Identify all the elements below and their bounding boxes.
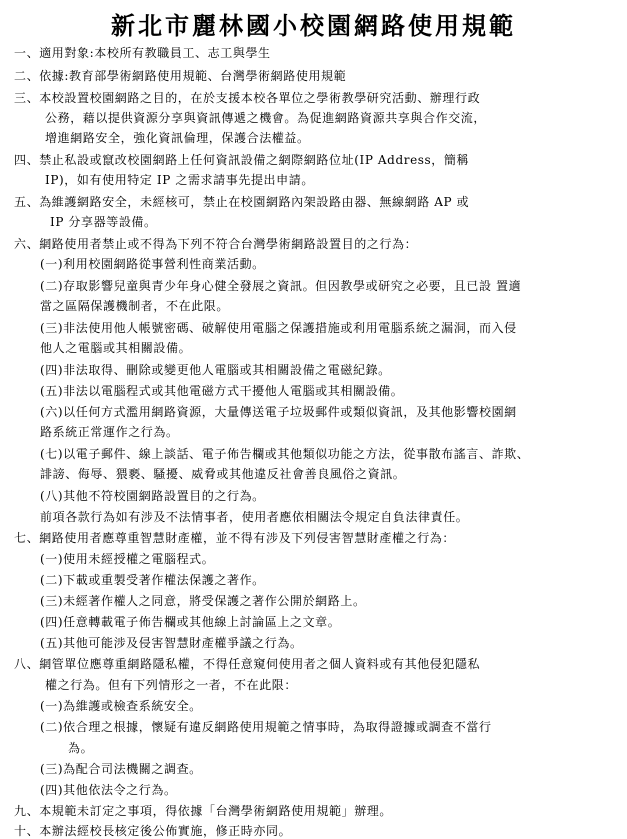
section-6-item-2-cont: 當之區隔保護機制者，不在此限。: [40, 299, 230, 313]
section-4-ip: 四、禁止私設或竄改校園網路上任何資訊設備之網際網路位址(IP Address，簡稱: [14, 153, 470, 167]
section-6-item-3-cont: 他人之電腦或其相關設備。: [40, 341, 192, 355]
section-5-devices-cont: IP 分享器等設備。: [50, 215, 157, 229]
section-6-item-6: (六)以任何方式濫用網路資源，大量傳送電子垃圾郵件或類似資訊，及其他影響校園網: [40, 405, 517, 419]
section-9-other: 九、本規範未訂定之事項，得依據「台灣學術網路使用規範」辦理。: [14, 804, 393, 818]
section-1-scope: 一、適用對象:本校所有教職員工、志工與學生: [14, 46, 271, 60]
section-8-privacy-cont: 權之行為。但有下列情形之一者，不在此限：: [45, 678, 298, 692]
section-7-ip-rights: 七、網路使用者應尊重智慧財產權，並不得有涉及下列侵害智慧財產權之行為：: [14, 531, 456, 545]
section-8-item-3: (三)為配合司法機關之調查。: [40, 762, 202, 776]
section-6-item-5: (五)非法以電腦程式或其他電磁方式干擾他人電腦或其相關設備。: [40, 384, 404, 398]
section-6-item-4: (四)非法取得、刪除或變更他人電腦或其相關設備之電磁紀錄。: [40, 363, 391, 377]
section-3-purpose-cont: 增進網路安全，強化資訊倫理，保護合法權益。: [45, 131, 310, 145]
section-7-item-4: (四)任意轉載電子佈告欄或其他線上討論區上之文章。: [40, 615, 341, 629]
section-10-enforcement: 十、本辦法經校長核定後公佈實施，修正時亦同。: [14, 824, 292, 838]
section-7-item-1: (一)使用未經授權之電腦程式。: [40, 552, 215, 566]
section-6-item-3: (三)非法使用他人帳號密碼、破解使用電腦之保護措施或利用電腦系統之漏洞，而入侵: [40, 321, 517, 335]
section-8-item-4: (四)其他依法令之行為。: [40, 783, 177, 797]
section-3-purpose: 三、本校設置校園網路之目的，在於支援本校各單位之學術教學研究活動、辦理行政: [14, 91, 481, 105]
section-7-item-2: (二)下載或重製受著作權法保護之著作。: [40, 573, 265, 587]
section-6-item-8: (八)其他不符校園網路設置目的之行為。: [40, 489, 265, 503]
section-4-ip-cont: IP)，如有使用特定 IP 之需求請事先提出申請。: [45, 173, 314, 187]
section-8-item-1: (一)為維護或檢查系統安全。: [40, 699, 202, 713]
section-6-item-1: (一)利用校園網路從事營利性商業活動。: [40, 257, 265, 271]
section-6-note: 前項各款行為如有涉及不法情事者，使用者應依相關法令規定自負法律責任。: [40, 510, 469, 524]
section-6-item-7-cont: 誹謗、侮辱、猥褻、騷擾、威脅或其他違反社會善良風俗之資訊。: [40, 467, 406, 481]
document-title: 新北市麗林國小校園網路使用規範: [111, 12, 516, 40]
section-8-item-2-cont: 為。: [68, 741, 94, 755]
section-7-item-3: (三)未經著作權人之同意，將受保護之著作公開於網路上。: [40, 594, 366, 608]
section-6-item-7: (七)以電子郵件、線上談話、電子佈告欄或其他類似功能之方法，從事散布謠言、詐欺、: [40, 447, 530, 461]
section-7-item-5: (五)其他可能涉及侵害智慧財產權爭議之行為。: [40, 636, 303, 650]
section-8-privacy: 八、網管單位應尊重網路隱私權，不得任意窺伺使用者之個人資料或有其他侵犯隱私: [14, 657, 481, 671]
section-6-item-6-cont: 路系統正常運作之行為。: [40, 425, 179, 439]
section-2-basis: 二、依據:教育部學術網路使用規範、台灣學術網路使用規範: [14, 69, 347, 83]
section-6-prohibited: 六、網路使用者禁止或不得為下列不符合台灣學術網路設置目的之行為：: [14, 237, 418, 251]
section-8-item-2: (二)依合理之根據，懷疑有違反網路使用規範之情事時，為取得證據或調查不當行: [40, 720, 492, 734]
section-6-item-2: (二)存取影響兒童與青少年身心健全發展之資訊。但因教學或研究之必要，且已設 置適: [40, 279, 522, 293]
section-5-devices: 五、為維護網路安全，未經核可，禁止在校園網路內架設路由器、無線網路 AP 或: [14, 195, 470, 209]
section-3-purpose-cont: 公務，藉以提供資源分享與資訊傳遞之機會。為促進網路資源共享與合作交流，: [45, 111, 487, 125]
